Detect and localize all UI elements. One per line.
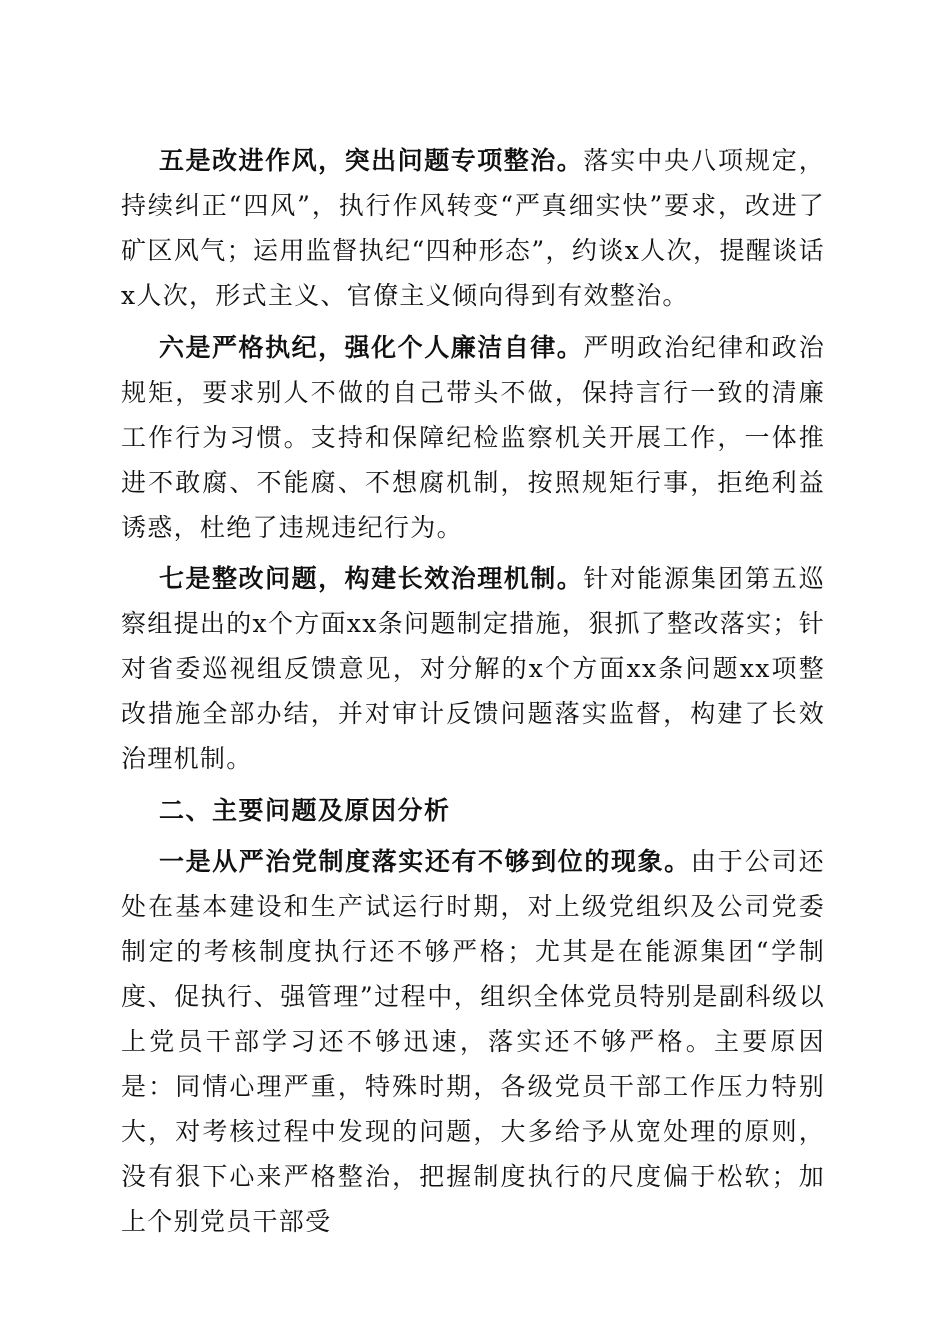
paragraph-item-7: [121, 556, 825, 781]
paragraph-item-6: [121, 325, 825, 550]
paragraph-item-5: [121, 138, 825, 318]
document-page: [121, 138, 825, 1251]
paragraph-lead: 六是严格执纪，强化个人廉洁自律。: [159, 332, 584, 362]
paragraph-body: 针对能源集团第五巡察组提出的x个方面xx条问题制定措施，狠抓了整改落实；针对省委巡视组反馈意见，对分解的x个方面xx条问题xx项整改措施全部办结，并对审计反馈问题落实监督，构建了长效治理机制。: [121, 564, 826, 773]
paragraph-body: 严明政治纪律和政治规矩，要求别人不做的自己带头不做，保持言行一致的清廉工作行为习惯。支持和保障纪检监察机关开展工作，一体推进不敢腐、不能腐、不想腐机制，按照规矩行事，拒绝利益诱惑，杜绝了违规违纪行为。: [121, 332, 826, 542]
section-heading: 二、主要问题及原因分析: [159, 795, 451, 825]
paragraph-problem-1: [121, 839, 825, 1244]
paragraph-lead: 五是改进作风，突出问题专项整治。: [159, 146, 584, 175]
paragraph-lead: 七是整改问题，构建长效治理机制。: [159, 564, 584, 593]
paragraph-body: 落实中央八项规定，持续纠正“四风”，执行作风转变“严真细实快”要求，改进了矿区风气；运用监督执纪“四种形态”，约谈x人次，提醒谈话x人次，形式主义、官僚主义倾向得到有效整治。: [121, 146, 826, 310]
paragraph-body: 由于公司还处在基本建设和生产试运行时期，对上级党组织及公司党委制定的考核制度执行还不够严格；尤其是在能源集团“学制度、促执行、强管理”过程中，组织全体党员特别是副科级以上党员干部学习还不够迅速，落实还不够严格。主要原因是：同情心理严重，特殊时期，各级党员干部工作压力特别大，对考核过程中发现的问题，大多给予从宽处理的原则，没有狠下心来严格整治，把握制度执行的尺度偏于松软；加上个别党员干部受: [121, 847, 825, 1236]
paragraph-lead: 一是从严治党制度落实还有不够到位的现象。: [159, 847, 691, 876]
